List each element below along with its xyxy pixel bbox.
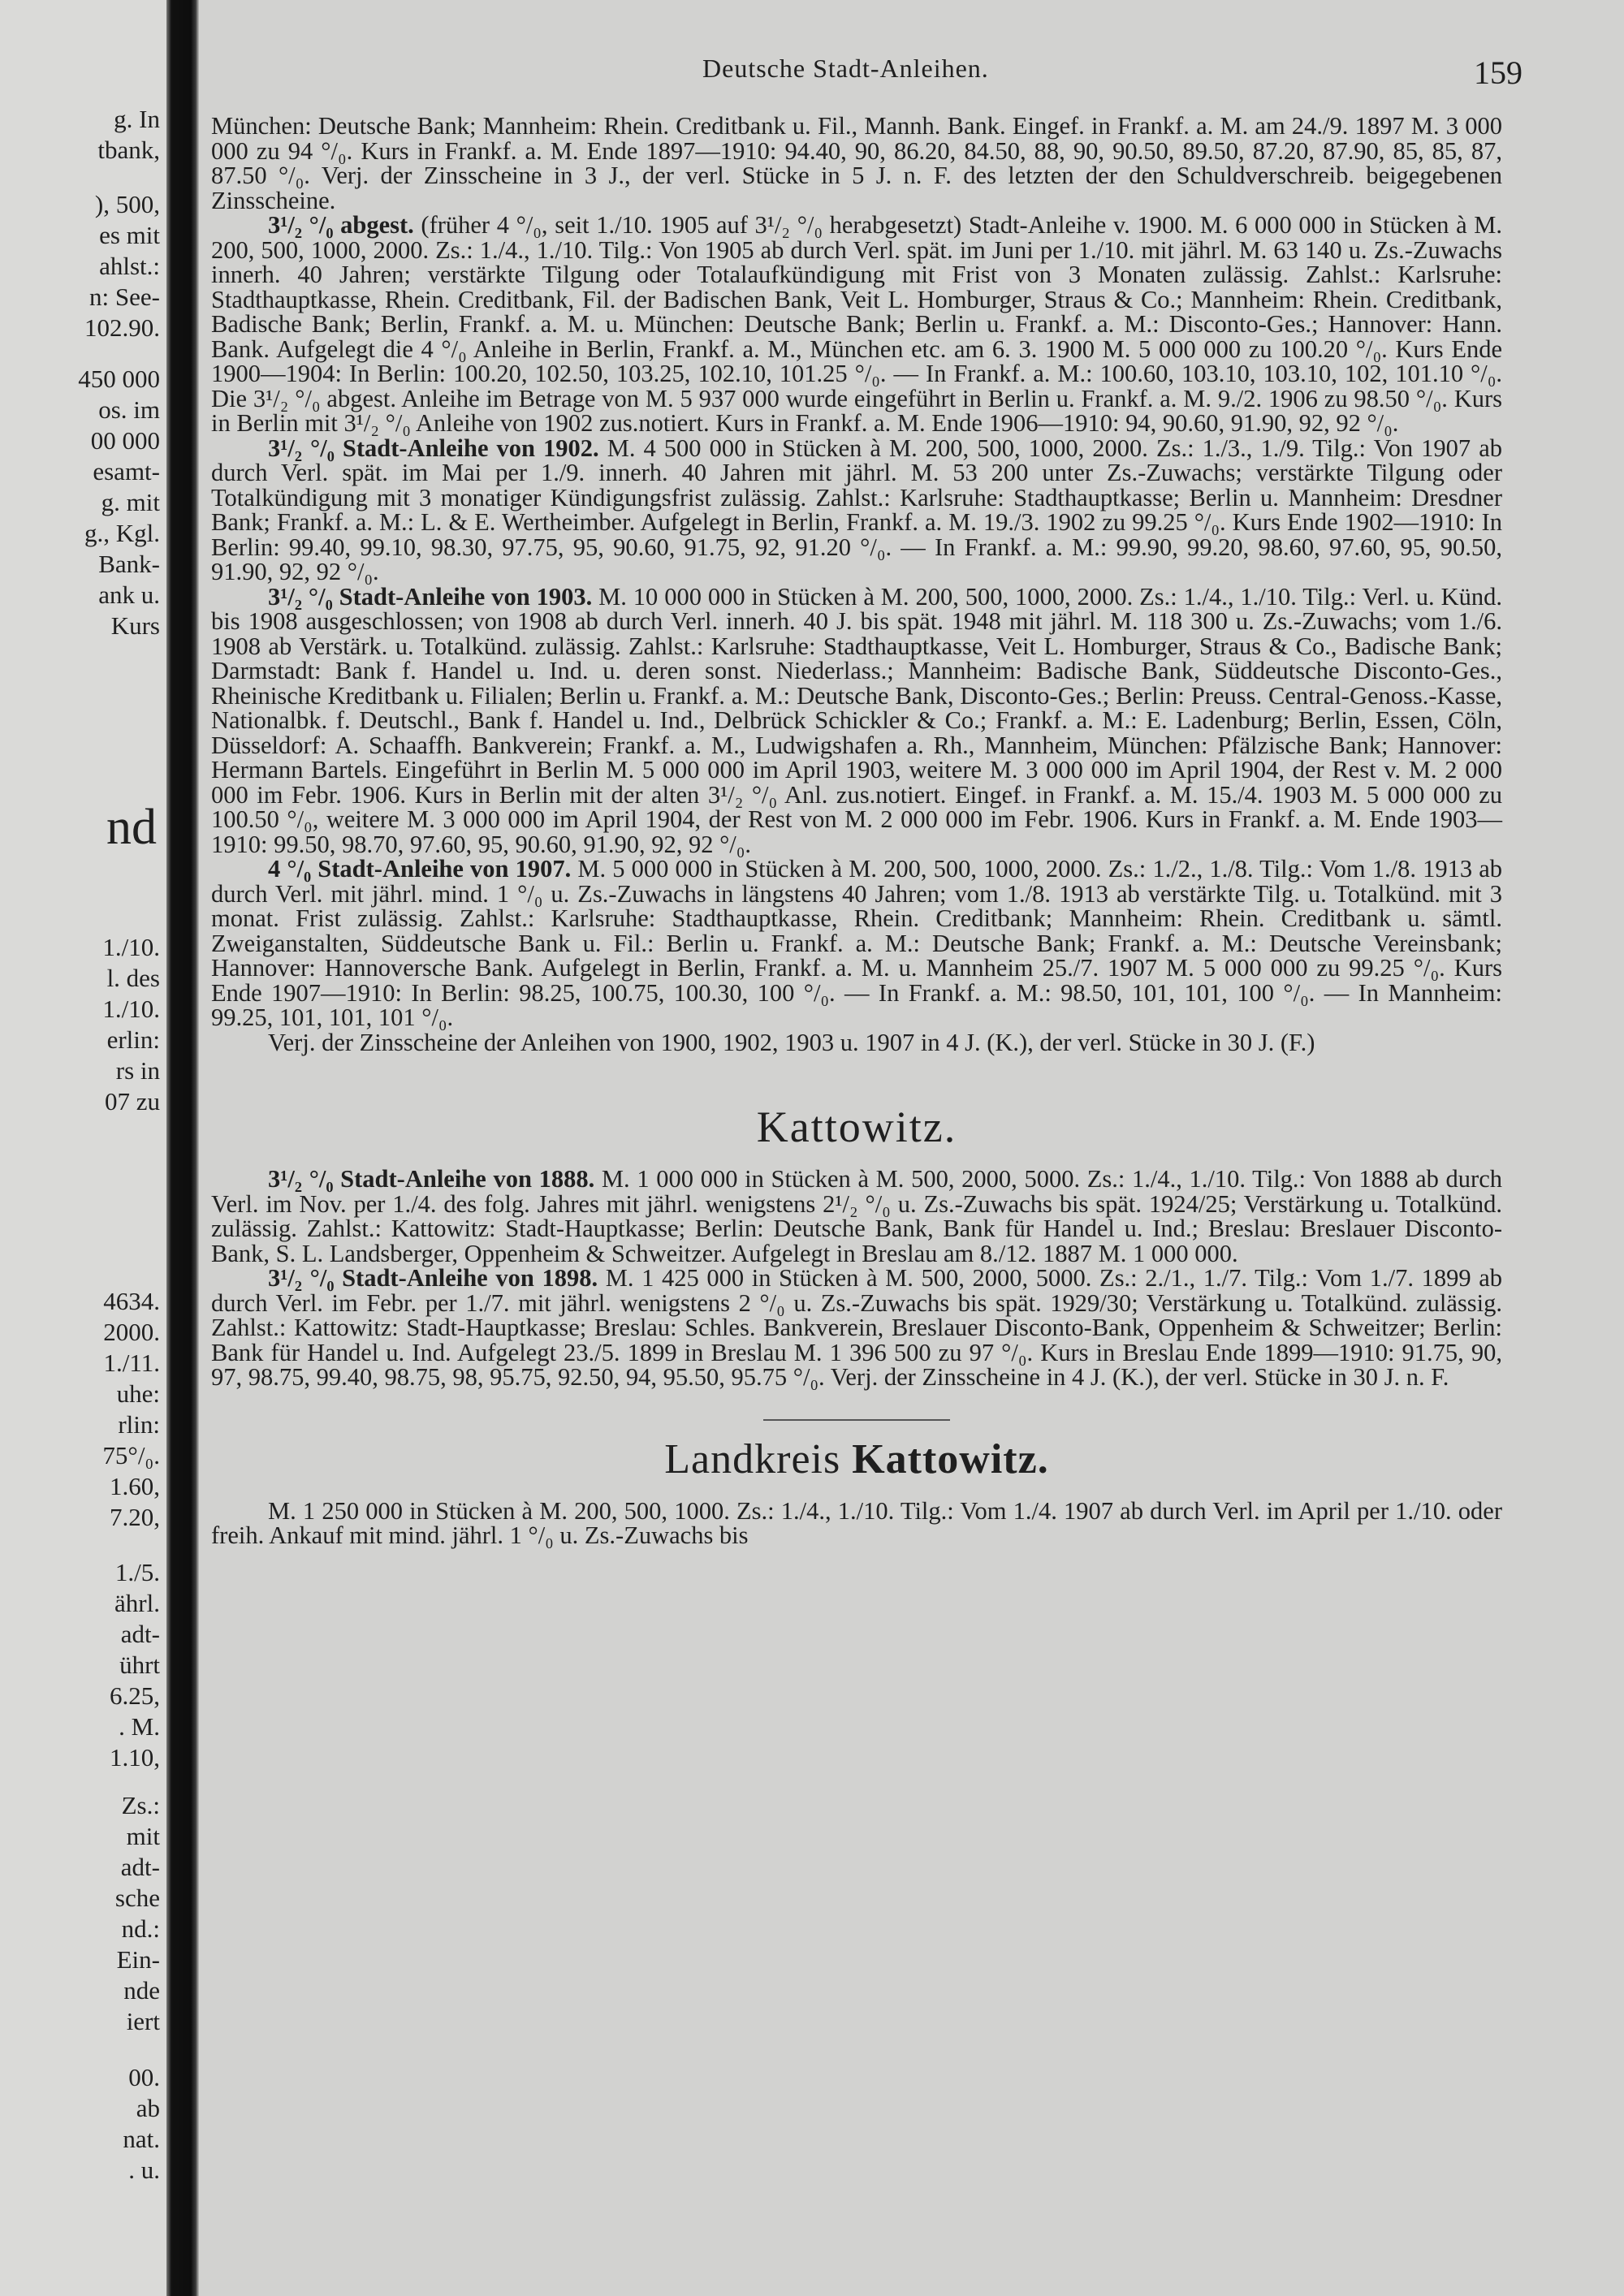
- left-page-text-fragment: erlin:: [106, 1025, 160, 1054]
- left-page-text-fragment: 1./11.: [103, 1349, 160, 1377]
- left-page-text-fragment: 102.90.: [84, 313, 160, 342]
- heading-prefix: Landkreis: [664, 1435, 853, 1482]
- left-page-text-fragment: adt-: [120, 1853, 160, 1881]
- paragraph-lead: 3¹/₂ °/₀ abgest.: [268, 211, 414, 239]
- left-page-text-fragment: nde: [123, 1976, 160, 2005]
- left-page-text-fragment: tbank,: [97, 136, 160, 164]
- left-page-text-fragment: ab: [136, 2094, 160, 2122]
- paragraph-lead: 3¹/₂ °/₀ Stadt-Anleihe von 1888.: [268, 1165, 595, 1193]
- paragraph-text: M. 5 000 000 in Stücken à M. 200, 500, 1000, 2000. Zs.: 1./2., 1./8. Tilg.: Vom 1./8. 1913 ab durch Verl. mit jährl. mind. 1 °/₀ u. Zs.-Zuwachs in längstens 40 Jahren; vom 1./8. 1913 ab verstärkte Tilg. u. Totalkünd. mit 3 monat. Frist zulässig. Zahlst.: Karlsruhe: Stadthauptkasse, Rhein. Creditbank; Mannheim: Rhein. Creditbank u. sämtl. Zweiganstalten, Süddeutsche Bank u. Fil.: Berlin u. Frankf. a. M.: Deutsche Bank; Frankf. a. M.: Deutsche Vereinsbank; Hannover: Hannoversche Bank. Aufgelegt in Berlin, Frankf. a. M. u. Mannheim 25./7. 1907 M. 5 000 000 zu 99.25 °/₀. Kurs Ende 1907—1910: In Berlin: 98.25, 100.75, 100.30, 100 °/₀. — In Frankf. a. M.: 98.50, 101, 101, 100 °/₀. — In Mannheim: 99.25, 101, 101, 101 °/₀.: [211, 855, 1502, 1031]
- left-page-text-fragment: Ein-: [116, 1945, 160, 1974]
- paragraph: [211, 213, 1502, 436]
- left-page-text-fragment: 1./10.: [102, 995, 160, 1023]
- paragraph-text: (früher 4 °/₀, seit 1./10. 1905 auf 3¹/₂ °/₀ herabgesetzt) Stadt-Anleihe v. 1900. M. 6 000 000 in Stücken à M. 200, 500, 1000, 2000. Zs.: 1./4., 1./10. Tilg.: Von 1905 ab durch Verl. spät. im Juni per 1./10. mit jährl. M. 63 140 u. Zs.-Zuwachs innerh. 40 Jahren; verstärkte Tilgung oder Totalaufkündigung mit Frist von 3 Monaten zulässig. Zahlst.: Karlsruhe: Stadthauptkasse, Rhein. Creditbank, Fil. der Badischen Bank, Veit L. Homburger, Straus & Co.; Mannheim: Rhein. Creditbank, Badische Bank; Berlin, Frankf. a. M. u. München: Deutsche Bank; Berlin u. Frankf. a. M.: Disconto-Ges.; Hannover: Hann. Bank. Aufgelegt die 4 °/₀ Anleihe in Berlin, Frankf. a. M., München etc. am 6. 3. 1900 M. 5 000 000 zu 100.20 °/₀. Kurs Ende 1900—1904: In Berlin: 100.20, 102.50, 103.25, 102.10, 101.25 °/₀. — In Frankf. a. M.: 100.60, 103.10, 103.10, 102, 101.10 °/₀. Die 3¹/₂ °/₀ abgest. Anleihe im Betrage von M. 5 937 000 wurde eingeführt in Berlin u. Frankf. a. M. 9./2. 1906 zu 98.50 °/₀. Kurs in Berlin mit 3¹/₂ °/₀ Anleihe von 1902 zus.notiert. Kurs in Frankf. a. M. Ende 1906—1910: 94, 90.60, 91.90, 92, 92 °/₀.: [211, 211, 1502, 437]
- left-page-text-fragment: ahlst.:: [99, 252, 160, 280]
- left-page-text-fragment: iert: [126, 2007, 160, 2035]
- left-page-text-fragment: 00 000: [90, 426, 160, 455]
- left-page-text-fragment: 6.25,: [110, 1681, 160, 1710]
- paragraph-lead: 3¹/₂ °/₀ Stadt-Anleihe von 1902.: [268, 434, 599, 462]
- left-page-text-fragment: . M.: [119, 1712, 160, 1741]
- paragraph-text: M. 1 000 000 in Stücken à M. 500, 2000, 5000. Zs.: 1./4., 1./10. Tilg.: Von 1888 ab durch Verl. im Nov. per 1./4. des folg. Jahres mit jährl. wenigstens 2¹/₂ °/₀ u. Zs.-Zuwachs bis spät. 1924/25; Verstärkung u. Totalkünd. zulässig. Zahlst.: Kattowitz: Stadt-Hauptkasse; Berlin: Deutsche Bank, Bank für Handel u. Ind.; Breslau: Breslauer Disconto-Bank, S. L. Landsberger, Oppenheim & Schweitzer. Aufgelegt in Breslau am 8./12. 1887 M. 1 000 000.: [211, 1165, 1502, 1267]
- section-heading-landkreis-kattowitz: [211, 1435, 1502, 1484]
- left-page-text-fragment: mit: [126, 1822, 160, 1850]
- left-page-text-fragment: l. des: [106, 964, 160, 992]
- left-page-text-fragment: 00.: [128, 2063, 160, 2091]
- left-page-fragment: [0, 0, 166, 2296]
- paragraph-lead: 3¹/₂ °/₀ Stadt-Anleihe von 1898.: [268, 1264, 598, 1292]
- left-page-text-fragment: nat.: [123, 2125, 160, 2153]
- left-page-text-fragment: ), 500,: [94, 190, 160, 218]
- left-page-text-fragment: 2000.: [103, 1318, 160, 1346]
- left-page-text-fragment: 07 zu: [104, 1087, 160, 1116]
- left-page-text-fragment: g. mit: [101, 488, 160, 516]
- page-number: 159: [1474, 54, 1522, 91]
- left-page-text-fragment: 1.10,: [110, 1743, 160, 1772]
- left-page-text-fragment: Kurs: [110, 611, 160, 640]
- left-page-text-fragment: os. im: [98, 395, 160, 424]
- paragraph-text: M. 4 500 000 in Stücken à M. 200, 500, 1000, 2000. Zs.: 1./3., 1./9. Tilg.: Von 1907 ab durch Verl. spät. im Mai per 1./9. innerh. 40 Jahren mit jährl. M. 53 200 unter Zs.-Zuwachs; verstärkte Tilgung oder Totalkündigung mit 3 monatiger Kündigungsfrist zulässig. Zahlst.: Karlsruhe: Stadthauptkasse; Berlin u. Mannheim: Dresdner Bank; Frankf. a. M.: L. & E. Wertheimber. Aufgelegt in Berlin, Frankf. a. M. 19./3. 1902 zu 99.25 °/₀. Kurs Ende 1902—1910: In Berlin: 99.40, 99.10, 98.30, 97.75, 95, 90.60, 91.75, 92, 91.20 °/₀. — In Frankf. a. M.: 99.90, 99.20, 98.60, 97.60, 95, 90.50, 91.90, 92, 92 °/₀.: [211, 434, 1502, 585]
- left-page-text-fragment: rlin:: [118, 1410, 160, 1439]
- left-page-text-fragment: 450 000: [78, 365, 160, 393]
- left-page-text-fragment: rs in: [115, 1056, 160, 1085]
- book-gutter: [166, 0, 199, 2296]
- left-page-text-fragment: ährl.: [114, 1589, 160, 1617]
- paragraph-text: M. 1 250 000 in Stücken à M. 200, 500, 1000. Zs.: 1./4., 1./10. Tilg.: Vom 1./4. 1907 ab durch Verl. im April per 1./10. oder freih. Ankauf mit mind. jährl. 1 °/₀ u. Zs.-Zuwachs bis: [211, 1496, 1502, 1549]
- left-page-text-fragment: adt-: [120, 1620, 160, 1648]
- page-content: [211, 114, 1502, 1548]
- left-page-text-fragment: 7.20,: [110, 1503, 160, 1531]
- left-page-text-fragment: es mit: [99, 221, 160, 249]
- paragraph: [211, 436, 1502, 585]
- paragraph: [211, 1030, 1502, 1055]
- paragraph-text: M. 1 425 000 in Stücken à M. 500, 2000, 5000. Zs.: 2./1., 1./7. Tilg.: Vom 1./7. 1899 ab durch Verl. im Febr. per 1./7. mit jährl. wenigstens 2 °/₀ u. Zs.-Zuwachs bis spät. 1929/30; Verstärkung u. Totalkünd. zulässig. Zahlst.: Kattowitz: Stadt-Hauptkasse; Breslau: Schles. Bankverein, Breslauer Disconto-Bank, Oppenheim & Schweitzer; Berlin: Bank für Handel u. Ind. Aufgelegt 23./5. 1899 in Breslau M. 1 396 500 zu 97 °/₀. Kurs in Breslau Ende 1899—1910: 91.75, 90, 97, 98.75, 99.40, 98.75, 98, 95.75, 92.50, 94, 95.50, 95.75 °/₀. Verj. der Zinsscheine in 4 J. (K.), der verl. Stücke in 30 J. n. F.: [211, 1264, 1502, 1391]
- left-page-text-fragment: nd: [106, 800, 157, 855]
- left-page-text-fragment: g., Kgl.: [84, 519, 160, 547]
- paragraph-text: Verj. der Zinsscheine der Anleihen von 1900, 1902, 1903 u. 1907 in 4 J. (K.), der verl. Stücke in 30 J. (F.): [268, 1028, 1315, 1056]
- left-page-text-fragment: n: See-: [89, 283, 160, 311]
- paragraph: [211, 1167, 1502, 1266]
- left-page-text-fragment: uhe:: [116, 1379, 160, 1408]
- section-divider: [763, 1419, 950, 1421]
- left-page-text-fragment: esamt-: [93, 457, 160, 486]
- paragraph-text: M. 10 000 000 in Stücken à M. 200, 500, 1000, 2000. Zs.: 1./4., 1./10. Tilg.: Verl. u. Künd. bis 1908 ausgeschlossen; von 1908 ab durch Verl. innerh. 40 J. bis spät. 1948 mit jährl. M. 118 300 u. Zs.-Zuwachs; vom 1./6. 1908 ab Verstärk. u. Totalkünd. zulässig. Zahlst.: Karlsruhe: Stadthauptkasse, Veit L. Homburger, Straus & Co., Badische Bank; Darmstadt: Bank f. Handel u. Ind. u. deren sonst. Niederlass.; Mannheim: Badische Bank, Süddeutsche Disconto-Ges., Rheinische Kreditbank u. Filialen; Berlin u. Frankf. a. M.: Deutsche Bank, Disconto-Ges.; Berlin: Preuss. Central-Genoss.-Kasse, Nationalbk. f. Deutschl., Bank f. Handel u. Ind., Delbrück Schickler & Co.; Frankf. a. M.: E. Ladenburg; Berlin, Essen, Cöln, Düsseldorf: A. Schaaffh. Bankverein; Frankf. a. M., Ludwigshafen a. Rh., Mannheim, München: Pfälzische Bank; Hannover: Hermann Bartels. Eingeführt in Berlin M. 5 000 000 im April 1903, weitere M. 3 000 000 im April 1904, der Rest v. M. 2 000 000 im Febr. 1906. Kurs in Berlin mit der alten 3¹/₂ °/₀ Anl. zus.notiert. Eingef. in Frankf. a. M. 15./4. 1903 M. 5 000 000 zu 100.50 °/₀, weitere M. 3 000 000 im April 1904, der Rest von M. 2 000 000 im Febr. 1906. Kurs in Frankf. a. M. Ende 1903—1910: 99.50, 98.70, 97.60, 95, 90.60, 91.90, 92, 92 °/₀.: [211, 582, 1502, 858]
- left-page-text-fragment: Zs.:: [121, 1791, 160, 1819]
- paragraph-lead: 4 °/₀ Stadt-Anleihe von 1907.: [268, 855, 572, 883]
- section-heading-kattowitz: Kattowitz.: [756, 1103, 957, 1151]
- left-page-text-fragment: 1./5.: [114, 1558, 160, 1586]
- paragraph: [211, 857, 1502, 1030]
- left-page-text-fragment: sche: [114, 1884, 160, 1912]
- left-page-text-fragment: 1./10.: [102, 933, 160, 961]
- left-page-text-fragment: 4634.: [103, 1287, 160, 1315]
- left-page-text-fragment: 1.60,: [110, 1472, 160, 1500]
- paragraph-lead: 3¹/₂ °/₀ Stadt-Anleihe von 1903.: [268, 582, 593, 611]
- paragraph-text: München: Deutsche Bank; Mannheim: Rhein. Creditbank u. Fil., Mannh. Bank. Eingef. in Frankf. a. M. am 24./9. 1897 M. 3 000 000 zu 94 °/₀. Kurs in Frankf. a. M. Ende 1897—1910: 94.40, 90, 86.20, 84.50, 88, 90, 90.50, 89.50, 87.20, 87.90, 85, 85, 87, 87.50 °/₀. Verj. der Zinsscheine in 3 J., der verl. Stücke in 5 J. n. F. des letzten der den Schuldverschreib. beigegebenen Zinsscheine.: [211, 112, 1502, 214]
- left-page-text-fragment: Bank-: [98, 550, 160, 578]
- heading-bold: Kattowitz.: [852, 1435, 1049, 1482]
- left-page-text-fragment: nd.:: [121, 1914, 160, 1943]
- paragraph: [211, 582, 1502, 858]
- left-page-text-fragment: g. In: [114, 105, 160, 133]
- left-page-text-fragment: ank u.: [98, 580, 160, 609]
- paragraph: [211, 1266, 1502, 1390]
- section-kattowitz: [211, 1167, 1502, 1390]
- running-head: Deutsche Stadt-Anleihen.: [702, 54, 989, 83]
- left-page-text-fragment: 75°/₀.: [102, 1441, 160, 1470]
- section-landkreis: [211, 1496, 1502, 1549]
- paragraph: [211, 1496, 1502, 1549]
- section-stadt-anleihen: [211, 114, 1502, 1055]
- left-page-text-fragment: ührt: [119, 1651, 160, 1679]
- paragraph: [211, 114, 1502, 213]
- left-page-text-fragment: . u.: [128, 2156, 160, 2184]
- book-page: [199, 0, 1624, 2296]
